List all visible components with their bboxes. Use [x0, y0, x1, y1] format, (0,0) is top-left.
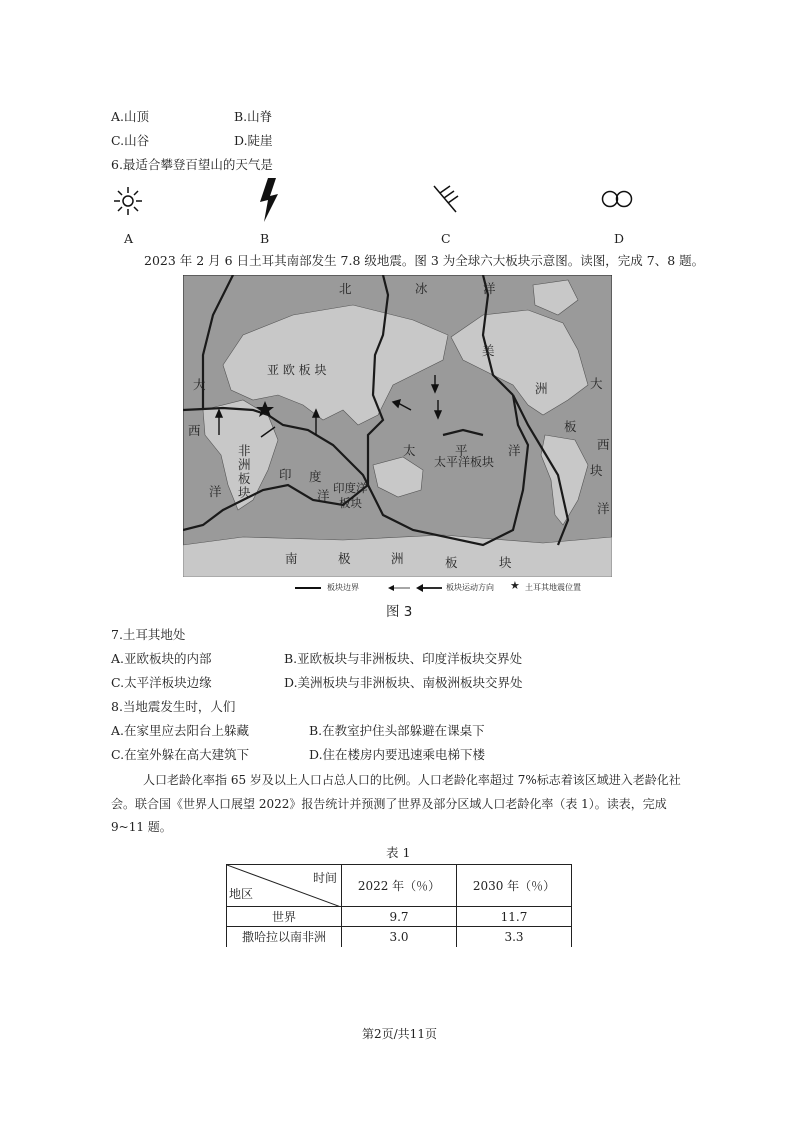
intro-9-11-line1: 人口老龄化率指 65 岁及以上人口占总人口的比例。人口老龄化率超过 7%标志着该区域进入老龄化社	[143, 773, 681, 787]
header-time: 时间	[312, 871, 337, 885]
map-label-mei: 美	[482, 343, 495, 358]
map-label-ban: 板	[564, 419, 577, 434]
movement-legend-arrows	[388, 583, 442, 593]
map-label-indian-2: 板块	[339, 496, 362, 510]
map-label-kuai2: 块	[499, 555, 512, 570]
option-c: C.山谷	[111, 133, 150, 148]
lightning-icon	[256, 178, 282, 222]
cell-2022: 3.0	[342, 927, 457, 947]
table-header-row	[227, 865, 572, 907]
map-label-africa-3: 板	[238, 471, 251, 486]
legend-movement: 板块运动方向	[446, 583, 494, 592]
figure-caption: 图 3	[386, 604, 413, 620]
map-label-africa-1: 非	[238, 443, 251, 458]
map-label-eurasian: 亚 欧 板 块	[267, 363, 327, 377]
map-label-yang-i: 洋	[317, 488, 330, 503]
star-icon: ★	[510, 579, 520, 592]
map-label-yang-p: 洋	[508, 443, 521, 458]
cell-2030: 3.3	[457, 927, 572, 947]
cell-region: 撒哈拉以南非洲	[227, 927, 342, 947]
q8-option-a: A.在家里应去阳台上躲藏	[111, 723, 250, 738]
map-label-yin: 印	[279, 467, 292, 482]
question-8: 8.当地震发生时，人们	[111, 699, 236, 714]
page-footer: 第2页/共11页	[362, 1027, 437, 1041]
table-row	[227, 927, 572, 947]
data-table	[226, 864, 572, 947]
intro-9-11-line2: 会。联合国《世界人口展望 2022》报告统计并预测了世界及部分区域人口老龄化率（表 1）。读表，完成	[111, 797, 667, 811]
map-label-kuai: 块	[590, 463, 603, 478]
map-label-ice: 冰	[415, 281, 428, 296]
map-label-du: 度	[309, 469, 322, 484]
sunny-icon	[112, 185, 144, 217]
wind-barb-icon	[430, 182, 460, 216]
intro-9-11-line3: 9~11 题。	[111, 820, 172, 834]
map-label-indian-1: 印度洋	[333, 481, 368, 495]
q7-option-a: A.亚欧板块的内部	[111, 651, 212, 666]
map-label-tai: 太	[403, 443, 416, 458]
cell-2030: 11.7	[457, 907, 572, 927]
boundary-legend-line	[295, 585, 321, 591]
map-label-ocean-n: 洋	[483, 281, 496, 296]
question-6: 6.最适合攀登百望山的天气是	[111, 157, 273, 172]
label-b: B	[260, 231, 270, 246]
q8-option-c: C.在室外躲在高大建筑下	[111, 747, 250, 762]
header-2022: 2022 年（％）	[342, 865, 457, 907]
header-2030: 2030 年（％）	[457, 865, 572, 907]
map-label-da-r: 大	[590, 376, 603, 391]
table-caption: 表 1	[386, 845, 411, 860]
map-label-da-l: 大	[193, 377, 206, 392]
cell-2022: 9.7	[342, 907, 457, 927]
q7-option-c: C.太平洋板块边缘	[111, 675, 212, 690]
option-b: B.山脊	[234, 109, 273, 124]
legend-boundary: 板块边界	[327, 583, 359, 592]
map-label-ji: 极	[338, 551, 351, 566]
map-label-xi-l: 西	[188, 423, 201, 438]
option-a: A.山顶	[111, 109, 150, 124]
haze-icon	[600, 188, 634, 210]
map-label-xi-r: 西	[597, 437, 610, 452]
label-c: C	[441, 231, 451, 246]
legend-quake: 土耳其地震位置	[525, 583, 581, 592]
map-label-pacific: 太平洋板块	[434, 455, 495, 469]
map-label-zhou: 洲	[535, 381, 548, 396]
header-region: 地区	[229, 887, 254, 901]
q8-option-b: B.在教室护住头部躲避在课桌下	[309, 723, 485, 738]
question-7: 7.土耳其地处	[111, 627, 186, 642]
map-label-north: 北	[339, 281, 352, 296]
label-d: D	[614, 231, 625, 246]
q7-option-d: D.美洲板块与非洲板块、南极洲板块交界处	[284, 675, 523, 690]
intro-7-8: 2023 年 2 月 6 日土耳其南部发生 7.8 级地震。图 3 为全球六大板块示意图。读图，完成 7、8 题。	[144, 253, 705, 268]
map-label-yang-l: 洋	[209, 484, 222, 499]
q7-option-b: B.亚欧板块与非洲板块、印度洋板块交界处	[284, 651, 523, 666]
plate-map	[183, 275, 612, 577]
map-label-ban2: 板	[445, 555, 458, 570]
map-label-zhou2: 洲	[391, 551, 404, 566]
map-label-africa-2: 洲	[238, 457, 251, 472]
map-label-africa-4: 块	[238, 485, 251, 500]
label-a: A	[124, 231, 134, 246]
map-label-yang-r: 洋	[597, 501, 610, 516]
q8-option-d: D.住在楼房内要迅速乘电梯下楼	[309, 747, 486, 762]
table-row	[227, 907, 572, 927]
option-d: D.陡崖	[234, 133, 273, 148]
map-label-ping: 平	[455, 443, 468, 458]
plate-map-svg	[183, 275, 612, 577]
header-diagonal-cell	[227, 865, 342, 907]
cell-region: 世界	[227, 907, 342, 927]
map-label-nan: 南	[285, 551, 298, 566]
